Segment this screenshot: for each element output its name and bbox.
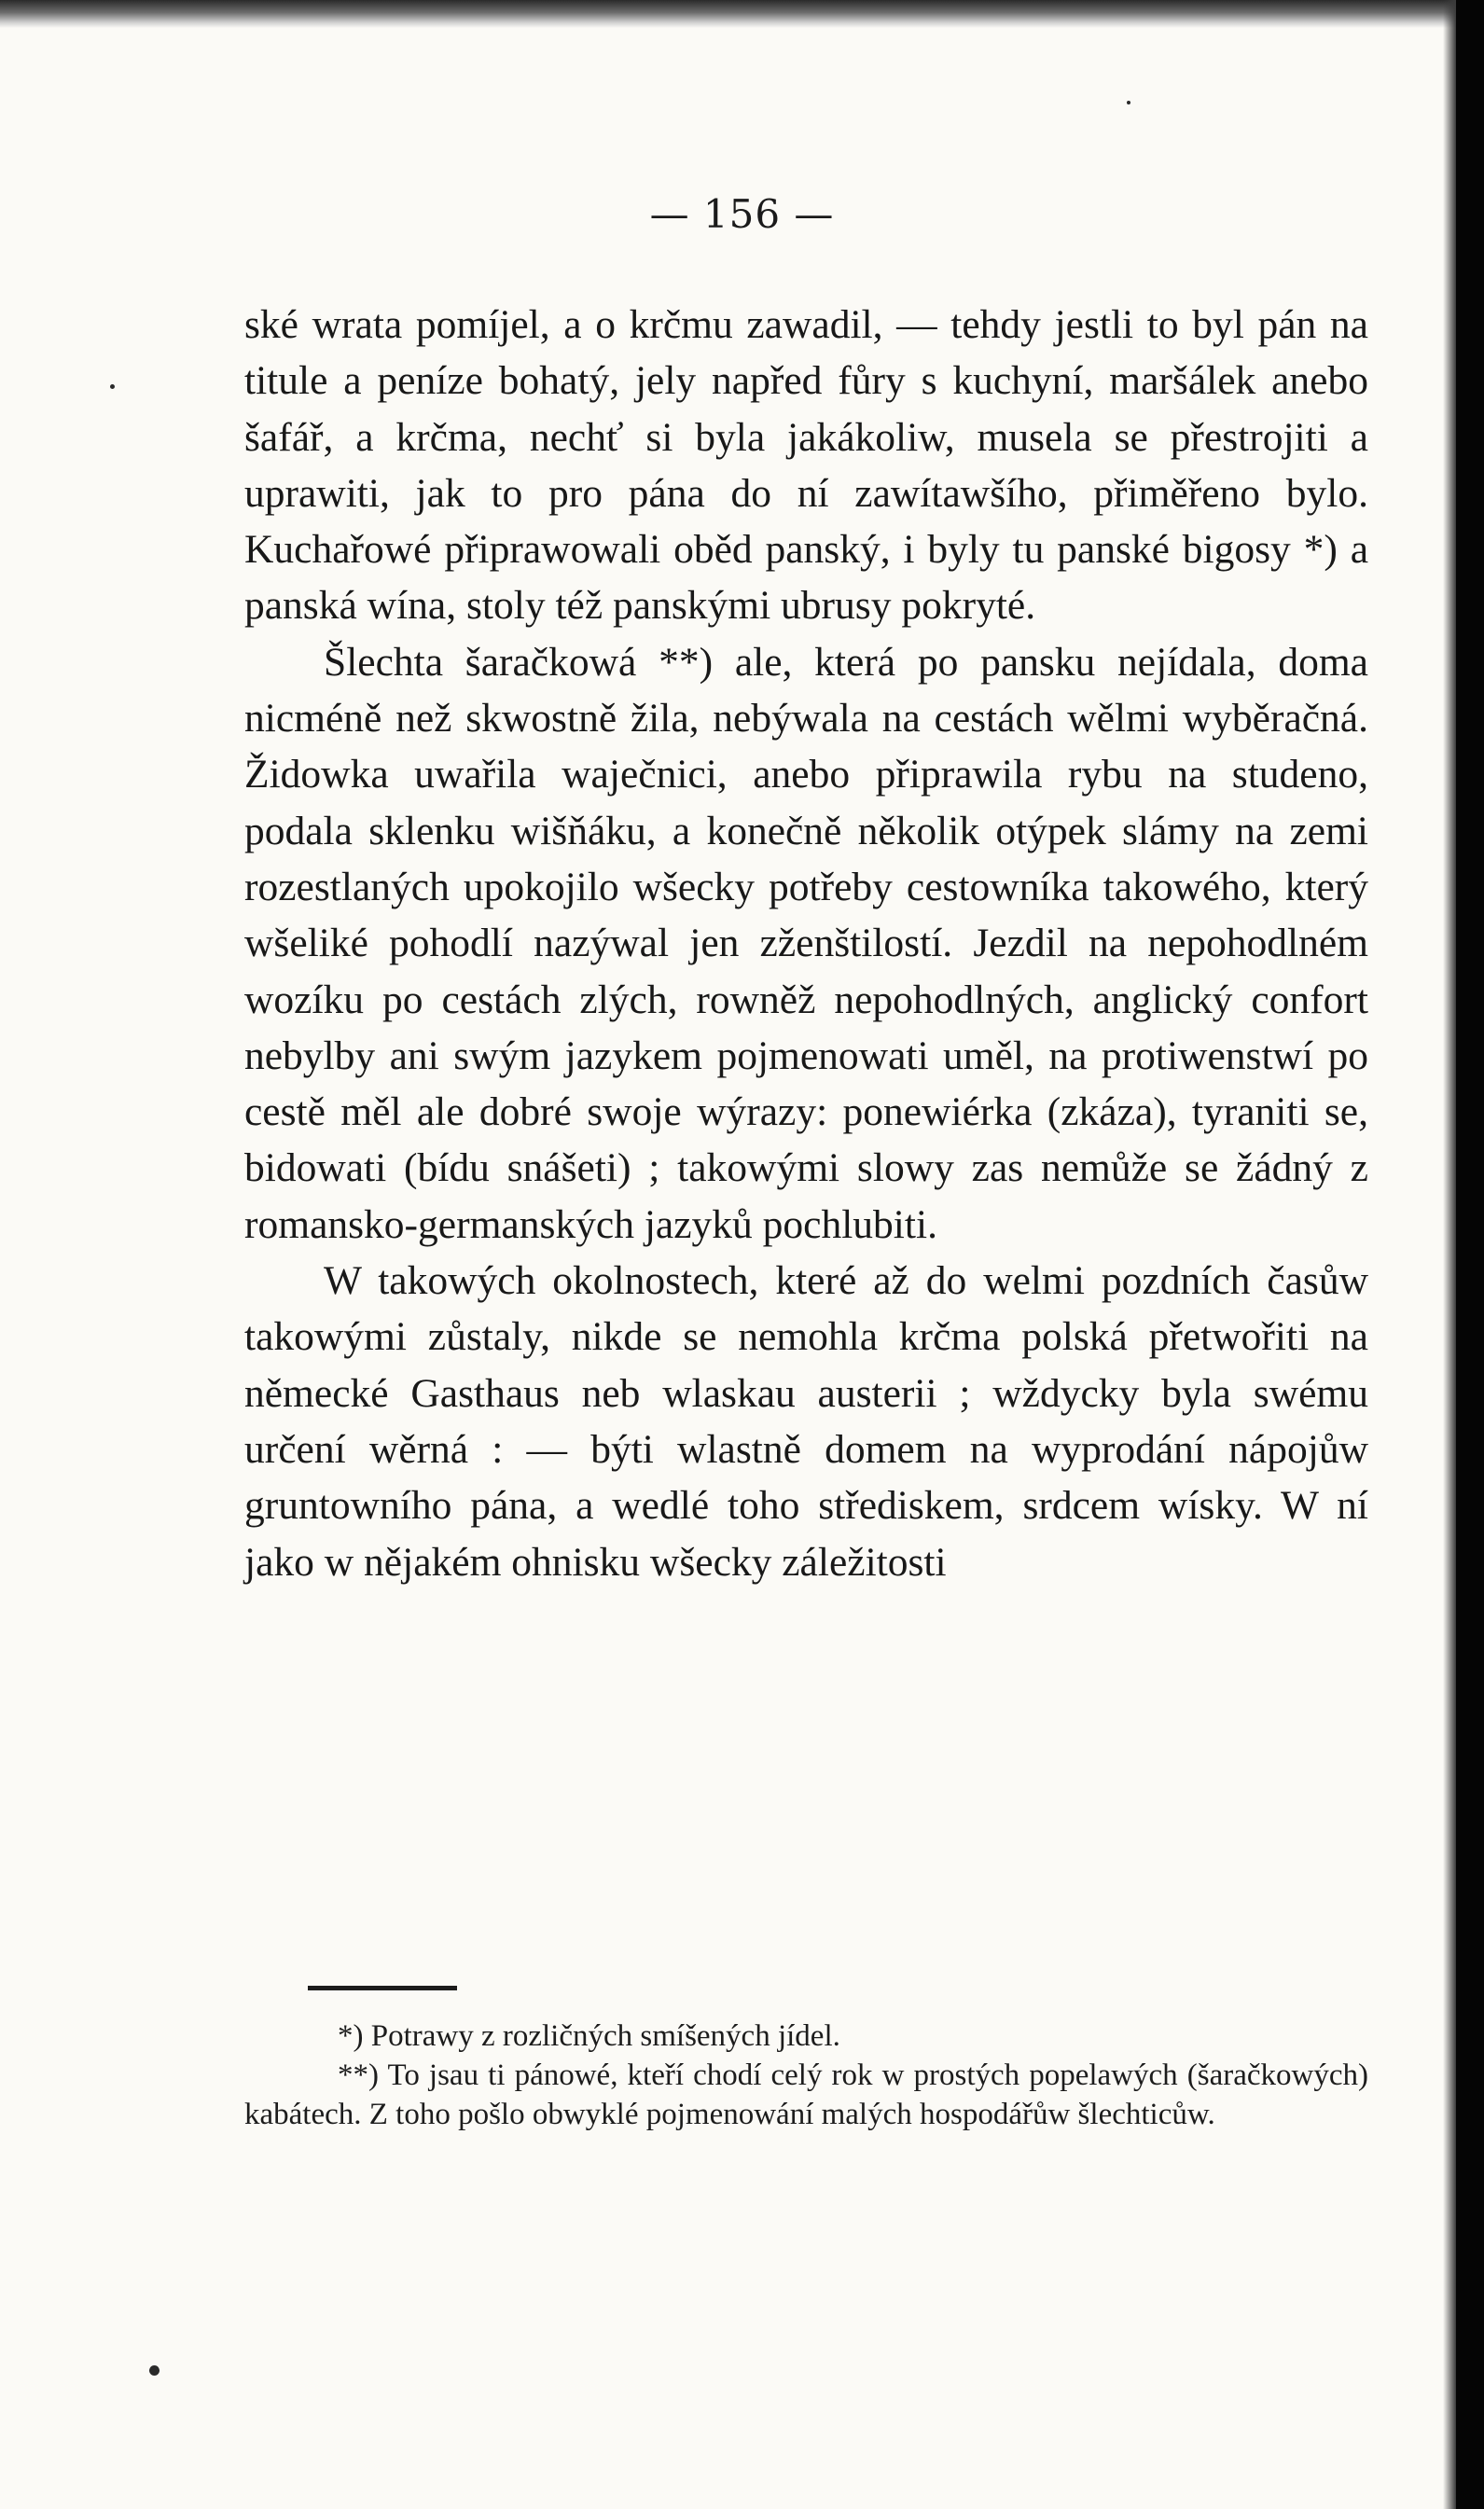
paragraph-1: ské wrata pomíjel, a o krčmu zawadil, — tehdy jestli to byl pán na titule a peníze bohatý, jely napřed fůry s kuchyní, maršálek anebo šafář, a krčma, nechť si byla jakákoliw, musela se přestrojiti a uprawiti, jak to pro pána do ní zawítawšího, přiměřeno bylo. Kuchařowé připrawowali oběd panský, i byly tu panské bigosy *) a panská wína, stoly též panskými ubrusy pokryté. (244, 302, 1368, 629)
page-number: — 156 — (649, 191, 835, 237)
footnote-1: *) Potrawy z rozličných smíšených jídel. (338, 2019, 840, 2053)
ink-speck (110, 384, 115, 389)
scan-top-edge (0, 0, 1484, 28)
scan-right-shadow (1443, 0, 1456, 2509)
ink-speck (1127, 101, 1130, 104)
footnote-2: **) To jsau ti pánowé, kteří chodí celý rok w prostých popelawých (šaračkowých) kabátech. Z toho pošlo obwyklé pojmenowání malých hospodářůw šlechticůw. (244, 2058, 1368, 2131)
ink-speck (149, 2365, 159, 2376)
paragraph-2: Šlechta šaračkowá **) ale, která po pansku nejídala, doma nicméně než skwostně žila, nebýwala na cestách wělmi wyběračná. Židowka uwařila waječnici, anebo připrawila rybu na studeno, podala sklenku wišňáku, a konečně několik otýpek slámy na zemi rozestlaných upokojilo wšecky potřeby cestowníka takowého, který wšeliké pohodlí nazýwal jen zženštilostí. Jezdil na nepohodlném wozíku po cestách zlých, rowněž nepohodlných, anglický confort nebylby ani swým jazykem pojmenowati uměl, na protiwenstwí po cestě měl ale dobré swoje wýrazy: ponewiérka (zkáza), tyraniti se, bidowati (bídu snášeti) ; takowými slowy zas nemůže se žádný z romansko-germanských jazyků pochlubiti. (244, 639, 1368, 1247)
paragraph-3: W takowých okolnostech, které až do welmi pozdních časůw takowými zůstaly, nikde se nemohla krčma polská přetwořiti na německé Gasthaus neb wlaskau austerii ; wždycky byla swému určení wěrná : — býti wlastně domem na wyprodání nápojůw gruntowního pána, a wedlé toho střediskem, srdcem wísky. W ní jako w nějakém ohnisku wšecky záležitosti (244, 1258, 1368, 1585)
main-text (244, 297, 1368, 1590)
scan-right-edge (1456, 0, 1484, 2509)
footnote-rule (308, 1986, 457, 1990)
footnotes (244, 2017, 1368, 2134)
